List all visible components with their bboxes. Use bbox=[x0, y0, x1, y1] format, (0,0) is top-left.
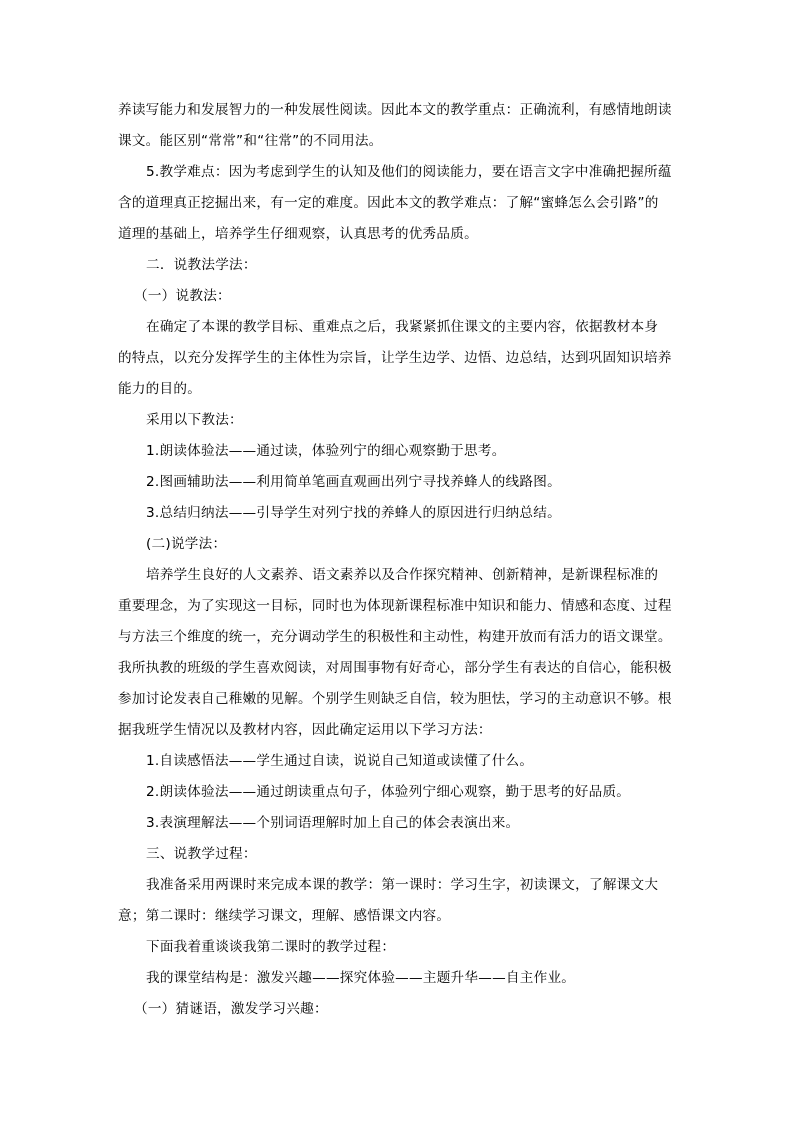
text-line: 据我班学生情况以及教材内容，因此确定运用以下学习方法： bbox=[118, 722, 492, 738]
paragraph bbox=[118, 312, 682, 405]
text-line: 与方法三个维度的统一，充分调动学生的积极性和主动性，构建开放而有活力的语文课堂。 bbox=[118, 629, 672, 645]
section-heading bbox=[118, 839, 682, 870]
text-line: 我的课堂结构是：激发兴趣——探究体验——主题升华——自主作业。 bbox=[146, 970, 576, 986]
list-item bbox=[118, 436, 682, 467]
paragraph bbox=[118, 870, 682, 932]
text-line: 道理的基础上，培养学生仔细观察，认真思考的优秀品质。 bbox=[118, 226, 478, 242]
text-line: 5.教学难点：因为考虑到学生的认知及他们的阅读能力，要在语言文字中准确把握所蕴 bbox=[146, 164, 672, 180]
text-line: 养读写能力和发展智力的一种发展性阅读。因此本文的教学重点：正确流利，有感情地朗读 bbox=[118, 102, 672, 118]
text-line: 培养学生良好的人文素养、语文素养以及合作探究精神、创新精神，是新课程标准的 bbox=[146, 567, 659, 583]
list-item bbox=[118, 467, 682, 498]
text-line: 1.自读感悟法——学生通过自读，说说自己知道或读懂了什么。 bbox=[146, 753, 534, 769]
text-line: 下面我着重谈谈我第二课时的教学过程： bbox=[146, 939, 396, 955]
text-line: 三、说教学过程： bbox=[146, 846, 257, 862]
text-line: 采用以下教法： bbox=[146, 412, 243, 428]
section-heading bbox=[118, 250, 682, 281]
text-line: 二．说教法学法： bbox=[146, 257, 257, 273]
list-item bbox=[118, 777, 682, 808]
paragraph bbox=[118, 95, 682, 157]
paragraph bbox=[118, 963, 682, 994]
text-line: 重要理念，为了实现这一目标，同时也为体现新课程标准中知识和能力、情感和态度、过程 bbox=[118, 598, 672, 614]
text-line: 意；第二课时：继续学习课文，理解、感悟课文内容。 bbox=[118, 908, 451, 924]
text-line: 在确定了本课的教学目标、重难点之后，我紧紧抓住课文的主要内容，依据教材本身 bbox=[146, 319, 659, 335]
text-line: （一）说教法： bbox=[134, 288, 231, 304]
text-line: 我准备采用两课时来完成本课的教学：第一课时：学习生字，初读课文，了解课文大 bbox=[146, 877, 659, 893]
text-line: 3.总结归纳法——引导学生对列宁找的养蜂人的原因进行归纳总结。 bbox=[146, 505, 561, 521]
text-line: 能力的目的。 bbox=[118, 381, 202, 397]
paragraph bbox=[118, 157, 682, 250]
paragraph bbox=[118, 405, 682, 436]
subsection-heading bbox=[118, 281, 682, 312]
text-line: 课文。能区别“常常”和“往常”的不同用法。 bbox=[118, 133, 383, 149]
text-line: (二)说学法： bbox=[146, 536, 227, 552]
list-item bbox=[118, 498, 682, 529]
list-item bbox=[118, 746, 682, 777]
text-line: 1.朗读体验法——通过读，体验列宁的细心观察勤于思考。 bbox=[146, 443, 506, 459]
text-line: 参加讨论发表自己稚嫩的见解。个别学生则缺乏自信，较为胆怯，学习的主动意识不够。根 bbox=[118, 691, 672, 707]
document-page bbox=[118, 95, 682, 1025]
text-line: （一）猜谜语，激发学习兴趣： bbox=[134, 1001, 328, 1017]
text-line: 的特点，以充分发挥学生的主体性为宗旨，让学生边学、边悟、边总结，达到巩固知识培养 bbox=[118, 350, 672, 366]
text-line: 含的道理真正挖掘出来，有一定的难度。因此本文的教学难点：了解“蜜蜂怎么会引路”的 bbox=[118, 195, 659, 211]
text-line: 2.图画辅助法——利用简单笔画直观画出列宁寻找养蜂人的线路图。 bbox=[146, 474, 561, 490]
paragraph bbox=[118, 932, 682, 963]
subsection-heading bbox=[118, 994, 682, 1025]
text-line: 我所执教的班级的学生喜欢阅读，对周围事物有好奇心，部分学生有表达的自信心，能积极 bbox=[118, 660, 672, 676]
text-line: 3.表演理解法——个别词语理解时加上自己的体会表演出来。 bbox=[146, 815, 520, 831]
subsection-heading bbox=[118, 529, 682, 560]
list-item bbox=[118, 808, 682, 839]
paragraph bbox=[118, 560, 682, 746]
text-line: 2.朗读体验法——通过朗读重点句子，体验列宁细心观察，勤于思考的好品质。 bbox=[146, 784, 631, 800]
